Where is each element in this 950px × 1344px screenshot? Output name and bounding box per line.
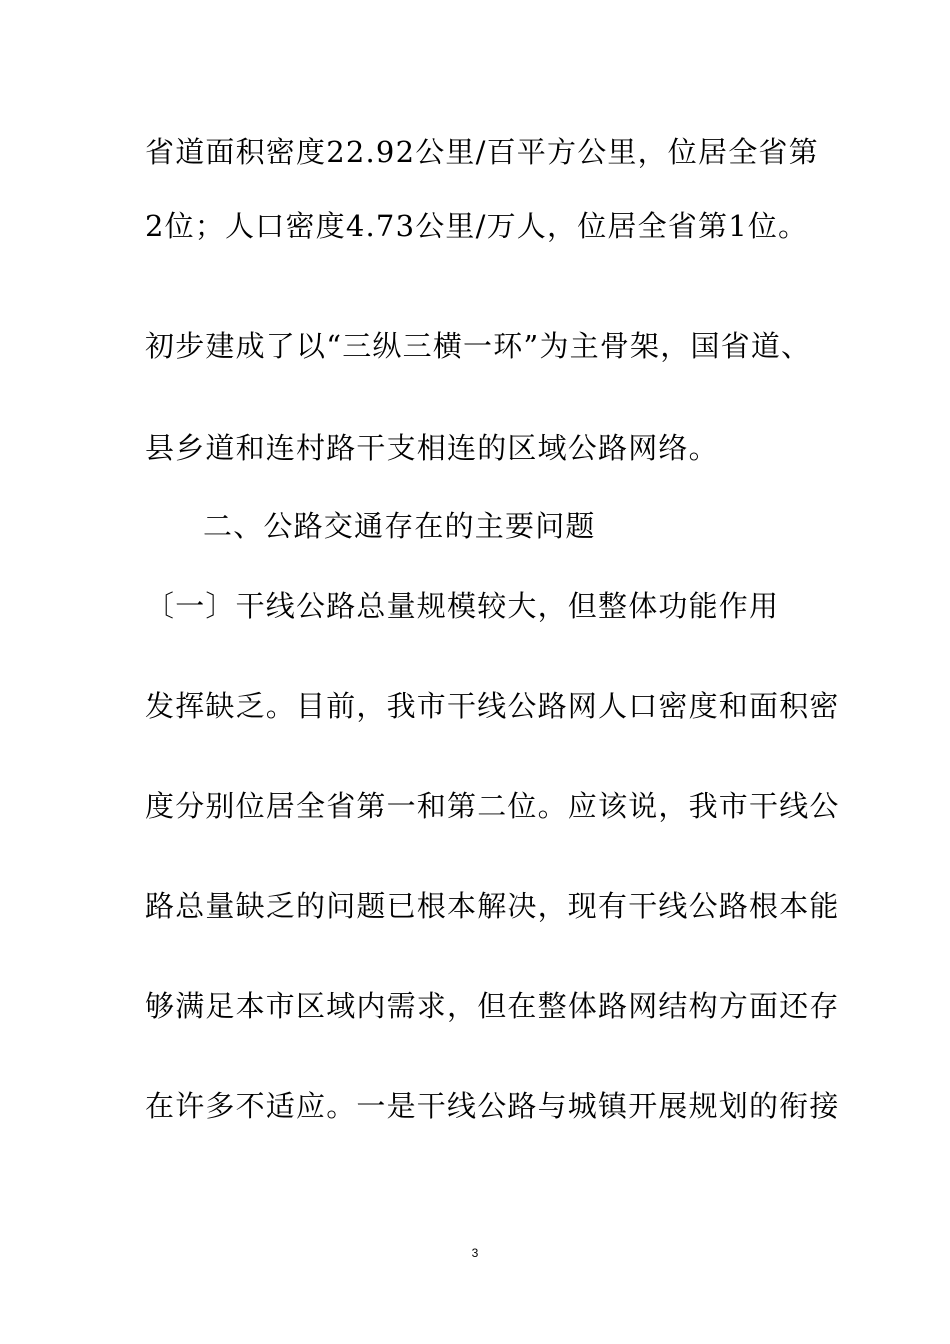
section-heading: 二、公路交通存在的主要问题 <box>203 509 596 543</box>
body-text-line: 度分别位居全省第一和第二位。应该说，我市干线公 <box>145 789 840 823</box>
body-text-line: 够满足本市区域内需求，但在整体路网结构方面还存 <box>145 989 840 1023</box>
body-text-line: 发挥缺乏。目前，我市干线公路网人口密度和面积密 <box>145 689 840 723</box>
body-text-line: 2位；人口密度4.73公里/万人，位居全省第1位。 <box>145 209 809 243</box>
body-text-line: 在许多不适应。一是干线公路与城镇开展规划的衔接 <box>145 1089 840 1123</box>
body-text-line: 县乡道和连村路干支相连的区域公路网络。 <box>145 431 719 465</box>
body-text-line: 〔一〕干线公路总量规模较大，但整体功能作用 <box>145 589 780 623</box>
body-text-line: 省道面积密度22.92公里/百平方公里，位居全省第 <box>145 135 819 169</box>
body-text-line: 初步建成了以“三纵三横一环”为主骨架，国省道、 <box>145 329 812 363</box>
page-number: 3 <box>471 1246 479 1260</box>
body-text-line: 路总量缺乏的问题已根本解决，现有干线公路根本能 <box>145 889 840 923</box>
